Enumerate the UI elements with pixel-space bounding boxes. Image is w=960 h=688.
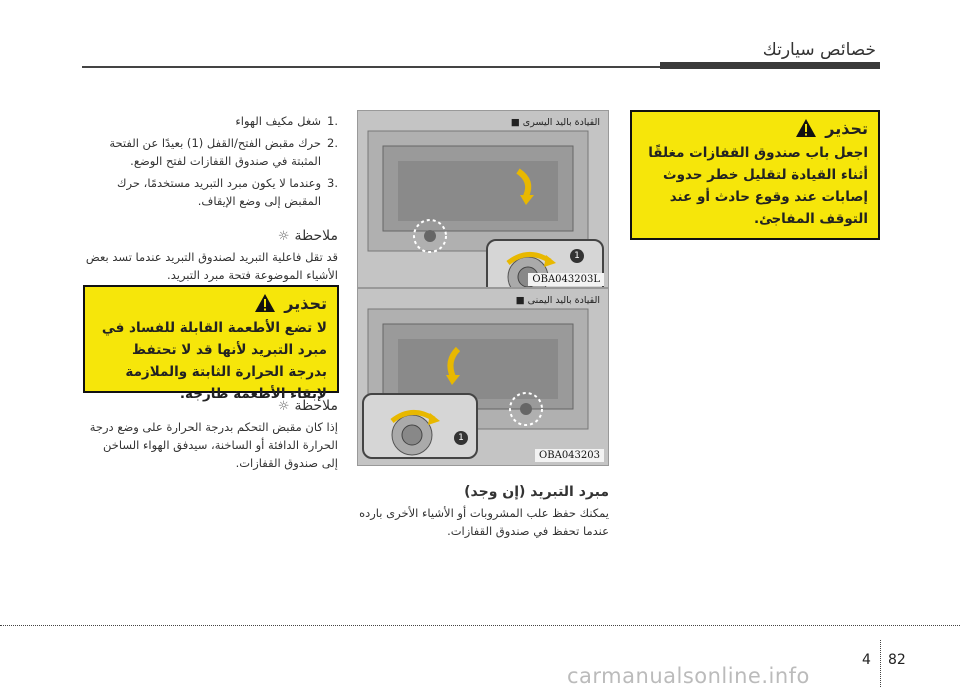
list-item (84, 134, 338, 170)
note-title: ملاحظة (294, 398, 338, 414)
step-number: .2 (327, 136, 338, 150)
note-block (84, 228, 338, 284)
warning-triangle-icon (795, 118, 817, 138)
callout-marker: 1 (570, 249, 584, 263)
header-rule-accent (660, 62, 880, 69)
step-text: شغل مكيف الهواء (235, 114, 322, 128)
steps-list (84, 112, 338, 210)
note-block (84, 398, 338, 472)
note-title-row (84, 398, 338, 414)
warning-triangle-icon (254, 293, 276, 313)
figure-label: القيادة باليد اليمنى ■ (515, 295, 600, 306)
figure-code: OBA043203 (535, 449, 604, 462)
note-body: إذا كان مقبض التحكم بدرجة الحرارة على وضع درجة الحرارة الدافئة أو الساخنة، سيدفق الهواء الساخن إلى صندوق القفازات. (89, 420, 338, 470)
warning-body: لا تضع الأطعمة القابلة للفساد في مبرد التبريد لأنها قد لا تحتفظ بدرجة الحرارة الثابتة والملازمة لإبقاء الأطعمة طازجة. (101, 320, 327, 402)
sun-icon: ☼ (277, 398, 290, 414)
warning-box-glovebox (630, 110, 880, 240)
chapter-title: خصائص سيارتك (762, 40, 876, 60)
note-title: ملاحظة (294, 228, 338, 244)
section-heading: مبرد التبريد (إن وجد) (464, 484, 609, 500)
sun-icon: ☼ (277, 228, 290, 244)
figure-rhd (357, 288, 609, 466)
page-number: 82 (888, 652, 906, 668)
footer-rule (0, 625, 960, 626)
figure-inset (362, 393, 478, 459)
footer-divider (880, 640, 881, 687)
warning-box-cooler (83, 285, 339, 402)
warning-title: تحذير (284, 293, 327, 313)
warning-body: اجعل باب صندوق القفازات مغلقًا أثناء القيادة لتقليل خطر حدوث إصابات عند وقوع حادث أو عند التوقف المفاجئ. (648, 145, 868, 227)
warning-title-row (95, 293, 327, 313)
list-item (84, 112, 338, 130)
watermark: carmanualsonline.info (567, 664, 810, 688)
vent-knob-icon (364, 395, 476, 457)
callout-marker: 1 (454, 431, 468, 445)
warning-title: تحذير (825, 118, 868, 138)
section-body: يمكنك حفظ علب المشروبات أو الأشياء الأخرى بارده عندما تحفظ في صندوق القفازات. (359, 506, 609, 538)
figure-lhd (357, 110, 609, 288)
figure-label: القيادة باليد اليسرى ■ (510, 117, 600, 128)
cooler-section (357, 484, 609, 540)
note-title-row (84, 228, 338, 244)
note-body: قد تقل فاعلية التبريد لصندوق التبريد عندما تسد بعض الأشياء الموضوعة فتحة مبرد التبريد. (85, 250, 338, 282)
step-text: وعندما لا يكون مبرد التبريد مستخدمًا، حرك المقبض إلى وضع الإيقاف. (117, 176, 322, 208)
section-number: 4 (862, 652, 871, 668)
figure-code: OBA043203L (528, 273, 604, 286)
warning-title-row (642, 118, 868, 138)
list-item (84, 174, 338, 210)
step-number: .3 (327, 176, 338, 190)
step-number: .1 (327, 114, 338, 128)
step-text: حرك مقبض الفتح/القفل (1) بعيدًا عن الفتحة المثبتة في صندوق القفازات لفتح الوضع. (109, 136, 322, 168)
